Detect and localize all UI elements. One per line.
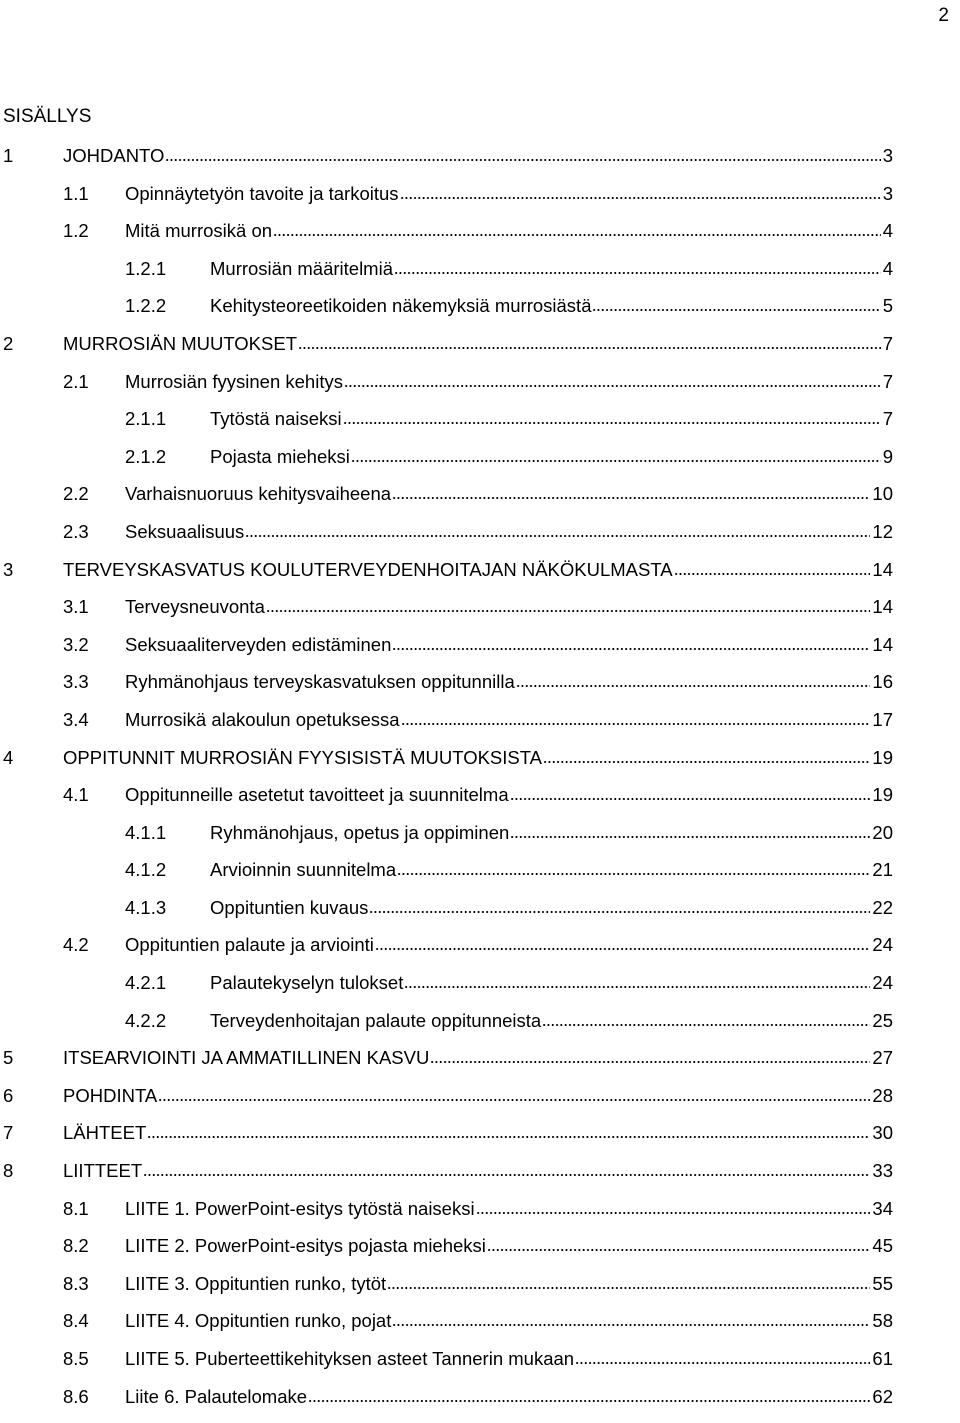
toc-entry[interactable] [0,859,893,897]
dot-leader [147,1135,870,1139]
toc-entry[interactable] [0,220,893,258]
toc-entry-line [125,1235,893,1256]
toc-entry-page[interactable]: 10 [872,483,893,505]
toc-entry-line [210,258,893,279]
dot-leader [392,496,870,500]
toc-entry-title[interactable]: Opinnäytetyön tavoite ja tarkoitus [125,182,399,204]
toc-entry-page[interactable]: 61 [872,1348,893,1369]
toc-entry-line [63,747,893,768]
toc-entry-title[interactable]: TERVEYSKASVATUS KOULUTERVEYDENHOITAJAN NÄKÖKULMASTA [63,558,673,580]
toc-entry[interactable] [0,596,893,634]
dot-leader [400,196,881,200]
dot-leader [510,797,871,801]
toc-entry[interactable] [0,145,893,183]
toc-entry[interactable] [0,1160,893,1198]
toc-entry-title[interactable]: LIITE 5. Puberteettikehityksen asteet Tannerin mukaan [125,1348,575,1369]
toc-entry-number: 7 [3,1122,14,1144]
toc-entry-line [125,934,893,955]
toc-entry-number: 4.1.2 [125,859,167,881]
toc-entry-title[interactable]: Ryhmänohjaus, opetus ja oppiminen [210,821,510,843]
dot-leader [401,722,871,726]
toc-entry-title[interactable]: MURROSIÄN MUUTOKSET [63,332,298,354]
toc-entry-line [63,1047,893,1068]
toc-entry-line [125,709,893,730]
toc-entry-title[interactable]: LÄHTEET [63,1122,147,1144]
toc-entry[interactable] [0,446,893,484]
toc-entry[interactable] [0,897,893,935]
toc-entry-page[interactable]: 16 [872,671,893,693]
toc-entry-title[interactable]: OPPITUNNIT MURROSIÄN FYYSISISTÄ MUUTOKSISTA [63,746,543,768]
toc-entry-number: 8 [3,1160,14,1182]
toc-entry-page[interactable]: 4 [882,257,893,279]
toc-entry-page[interactable]: 7 [882,370,893,392]
toc-entry-page[interactable]: 20 [872,821,893,843]
toc-entry[interactable] [0,1386,893,1423]
toc-entry-line [63,1160,893,1181]
toc-entry[interactable] [0,784,893,822]
toc-entry-page[interactable]: 19 [872,784,893,806]
toc-entry-page[interactable]: 34 [872,1197,893,1219]
dot-leader [158,1098,870,1102]
toc-entry-number: 2 [3,332,14,354]
dot-leader [542,1023,870,1027]
toc-entry-page[interactable]: 25 [872,1009,893,1031]
toc-entry-number: 8.1 [63,1197,89,1219]
toc-entry-number: 4.2.2 [125,1009,167,1031]
toc-entry[interactable] [0,408,893,446]
dot-leader [487,1248,871,1252]
toc-entry-page[interactable]: 3 [882,182,893,204]
dot-leader [298,346,881,350]
toc-entry-page[interactable]: 5 [882,295,893,317]
toc-entry-number: 3.3 [63,671,89,693]
dot-leader [266,609,871,613]
toc-entry-page[interactable]: 24 [872,934,893,956]
dot-leader [343,421,881,425]
toc-entry-number: 1.2 [63,220,89,242]
toc-entry-page[interactable]: 62 [872,1385,893,1407]
dot-leader [308,1399,870,1403]
toc-entry[interactable] [0,709,893,747]
toc-entry-page[interactable]: 14 [872,596,893,618]
toc-entry-title[interactable]: LIITE 2. PowerPoint-esitys pojasta mieheksi [125,1235,486,1257]
toc-entry-line [125,1198,893,1219]
toc-entry-number: 8.5 [63,1348,89,1369]
toc-entry[interactable] [0,371,893,409]
toc-entry-title[interactable]: Oppituntien kuvaus [210,896,369,918]
toc-entry-number: 4 [3,746,14,768]
toc-entry-page[interactable]: 24 [872,972,893,994]
toc-entry-title[interactable]: Tytöstä naiseksi [210,408,342,430]
toc-entry-number: 3.4 [63,708,89,730]
toc-entry-page[interactable]: 7 [882,332,893,354]
toc-entry-number: 4.2.1 [125,972,167,994]
dot-leader [516,684,871,688]
toc-entry-number: 3.1 [63,596,89,618]
toc-entry-page[interactable]: 19 [872,746,893,768]
toc-entry-number: 1.2.2 [125,295,167,317]
dot-leader [387,1286,870,1290]
toc-entry-page[interactable]: 22 [872,896,893,918]
toc-entry-title[interactable]: Ryhmänohjaus terveyskasvatuksen oppitunnilla [125,671,515,693]
toc-entry-title[interactable]: Murrosiän fyysinen kehitys [125,370,343,392]
toc-entry[interactable] [0,1310,893,1348]
dot-leader [510,835,870,839]
toc-entry[interactable] [0,972,893,1010]
dot-leader [351,459,881,463]
toc-entry[interactable] [0,1122,893,1160]
toc-entry[interactable] [0,822,893,860]
dot-leader [430,1060,870,1064]
toc-entry-page[interactable]: 28 [872,1084,893,1106]
toc-entry[interactable] [0,1273,893,1311]
toc-entry-page[interactable]: 58 [872,1310,893,1332]
toc-entry-number: 8.4 [63,1310,89,1332]
toc-entry-line [125,634,893,655]
toc-entry-number: 4.1.3 [125,896,167,918]
toc-heading: SISÄLLYS [3,106,92,127]
dot-leader [375,947,871,951]
toc-entry-line [125,183,893,204]
toc-entry-number: 2.3 [63,520,89,542]
toc-entry-page[interactable]: 30 [872,1122,893,1144]
toc-entry-page[interactable]: 21 [872,859,893,881]
toc-entry-number: 8.6 [63,1385,89,1407]
toc-entry-title[interactable]: Terveysneuvonta [125,596,265,618]
page-number: 2 [938,5,949,26]
dot-leader [392,647,870,651]
toc-entry-number: 4.2 [63,934,89,956]
toc-entry-title[interactable]: Liite 6. Palautelomake [125,1385,308,1407]
toc-entry[interactable] [0,934,893,972]
toc-entry-title[interactable]: Palautekyselyn tulokset [210,972,404,994]
toc-entry[interactable] [0,521,893,559]
toc-entry[interactable] [0,747,893,785]
toc-entry-line [210,972,893,993]
toc-entry-number: 5 [3,1047,14,1069]
toc-entry-number: 1.1 [63,182,89,204]
toc-entry-title[interactable]: LIITE 1. PowerPoint-esitys tytöstä naiseksi [125,1197,475,1219]
toc-entry-title[interactable]: Oppitunneille asetetut tavoitteet ja suunnitelma [125,784,509,806]
toc-entry-number: 2.1 [63,370,89,392]
toc-entry-line [210,1010,893,1031]
toc-entry-page[interactable]: 14 [872,633,893,655]
toc-entry-title[interactable]: LIITE 3. Oppituntien runko, tytöt [125,1272,387,1294]
dot-leader [392,1323,870,1327]
dot-leader [344,384,881,388]
toc-entry-number: 2.1.2 [125,445,167,467]
toc-entry-number: 8.3 [63,1272,89,1294]
toc-entry-number: 1 [3,145,14,166]
dot-leader [592,308,880,312]
toc-entry-title[interactable]: Arvioinnin suunnitelma [210,859,397,881]
toc-entry[interactable] [0,258,893,296]
toc-entry-line [210,408,893,429]
toc-entry-number: 8.2 [63,1235,89,1257]
toc-entry-number: 2.2 [63,483,89,505]
toc-entry[interactable] [0,1010,893,1048]
table-of-contents [0,145,893,1423]
toc-entry-title[interactable]: POHDINTA [63,1084,158,1106]
toc-entry-line [210,822,893,843]
toc-entry-line [125,521,893,542]
toc-entry-number: 4.1 [63,784,89,806]
toc-entry[interactable] [0,671,893,709]
toc-entry-page[interactable]: 45 [872,1235,893,1257]
toc-entry[interactable] [0,1235,893,1273]
toc-entry-title[interactable]: JOHDANTO [63,145,165,166]
dot-leader [575,1361,870,1365]
dot-leader [543,760,870,764]
toc-entry-number: 6 [3,1084,14,1106]
toc-entry-line [125,371,893,392]
toc-entry-title[interactable]: Mitä murrosikä on [125,220,273,242]
toc-entry-number: 1.2.1 [125,257,167,279]
toc-entry-line [210,859,893,880]
toc-entry[interactable] [0,1198,893,1236]
toc-entry-title[interactable]: Kehitysteoreetikoiden näkemyksiä murrosiästä [210,295,592,317]
toc-entry-page[interactable]: 4 [882,220,893,242]
toc-entry-number: 3.2 [63,633,89,655]
toc-entry-title[interactable]: Oppituntien palaute ja arviointi [125,934,374,956]
toc-entry[interactable] [0,483,893,521]
toc-entry-number: 2.1.1 [125,408,167,430]
toc-entry-line [125,596,893,617]
toc-entry[interactable] [0,295,893,333]
toc-entry-line [63,1122,893,1143]
toc-entry-line [125,483,893,504]
toc-entry-line [125,1310,893,1331]
toc-entry-page[interactable]: 27 [872,1047,893,1069]
toc-entry-title[interactable]: Murrosiän määritelmiä [210,257,393,279]
toc-entry[interactable] [0,333,893,371]
dot-leader [245,534,870,538]
toc-entry-title[interactable]: Pojasta mieheksi [210,445,350,467]
toc-entry-number: 3 [3,558,14,580]
toc-entry-page[interactable]: 17 [872,708,893,730]
toc-entry-title[interactable]: LIITTEET [63,1160,143,1182]
toc-entry-line [125,220,893,241]
toc-entry[interactable] [0,1348,893,1386]
toc-entry-line [63,559,893,580]
dot-leader [674,572,871,576]
toc-entry-title[interactable]: Terveydenhoitajan palaute oppitunneista [210,1009,542,1031]
toc-entry-line [210,446,893,467]
toc-entry-page[interactable]: 3 [882,145,893,166]
toc-entry-line [125,1386,893,1407]
toc-entry-line [125,1348,893,1369]
toc-entry-title[interactable]: ITSEARVIOINTI JA AMMATILLINEN KASVU [63,1047,430,1069]
toc-entry-page[interactable]: 7 [882,408,893,430]
dot-leader [397,872,870,876]
toc-entry[interactable] [0,634,893,672]
toc-entry-line [63,333,893,354]
toc-entry-title[interactable]: Varhaisnuoruus kehitysvaiheena [125,483,392,505]
toc-entry-page[interactable]: 55 [872,1272,893,1294]
toc-entry-line [125,784,893,805]
dot-leader [165,158,880,162]
toc-entry-page[interactable]: 12 [872,520,893,542]
toc-entry-page[interactable]: 33 [872,1160,893,1182]
dot-leader [369,910,870,914]
toc-entry-title[interactable]: Murrosikä alakoulun opetuksessa [125,708,400,730]
toc-entry-number: 4.1.1 [125,821,167,843]
dot-leader [273,233,881,237]
toc-entry-title[interactable]: Seksuaalisuus [125,520,245,542]
dot-leader [143,1173,870,1177]
toc-entry-page[interactable]: 9 [882,445,893,467]
toc-entry-line [63,145,893,166]
toc-entry-line [125,1273,893,1294]
toc-entry-page[interactable]: 14 [872,558,893,580]
dot-leader [394,271,881,275]
toc-entry-title[interactable]: LIITE 4. Oppituntien runko, pojat [125,1310,392,1332]
toc-entry[interactable] [0,183,893,221]
toc-entry-line [63,1085,893,1106]
toc-entry[interactable] [0,559,893,597]
toc-entry-line [210,897,893,918]
dot-leader [476,1211,871,1215]
toc-entry[interactable] [0,1047,893,1085]
toc-entry-title[interactable]: Seksuaaliterveyden edistäminen [125,633,392,655]
toc-entry[interactable] [0,1085,893,1123]
toc-entry-line [210,295,893,316]
dot-leader [404,985,870,989]
toc-entry-line [125,671,893,692]
